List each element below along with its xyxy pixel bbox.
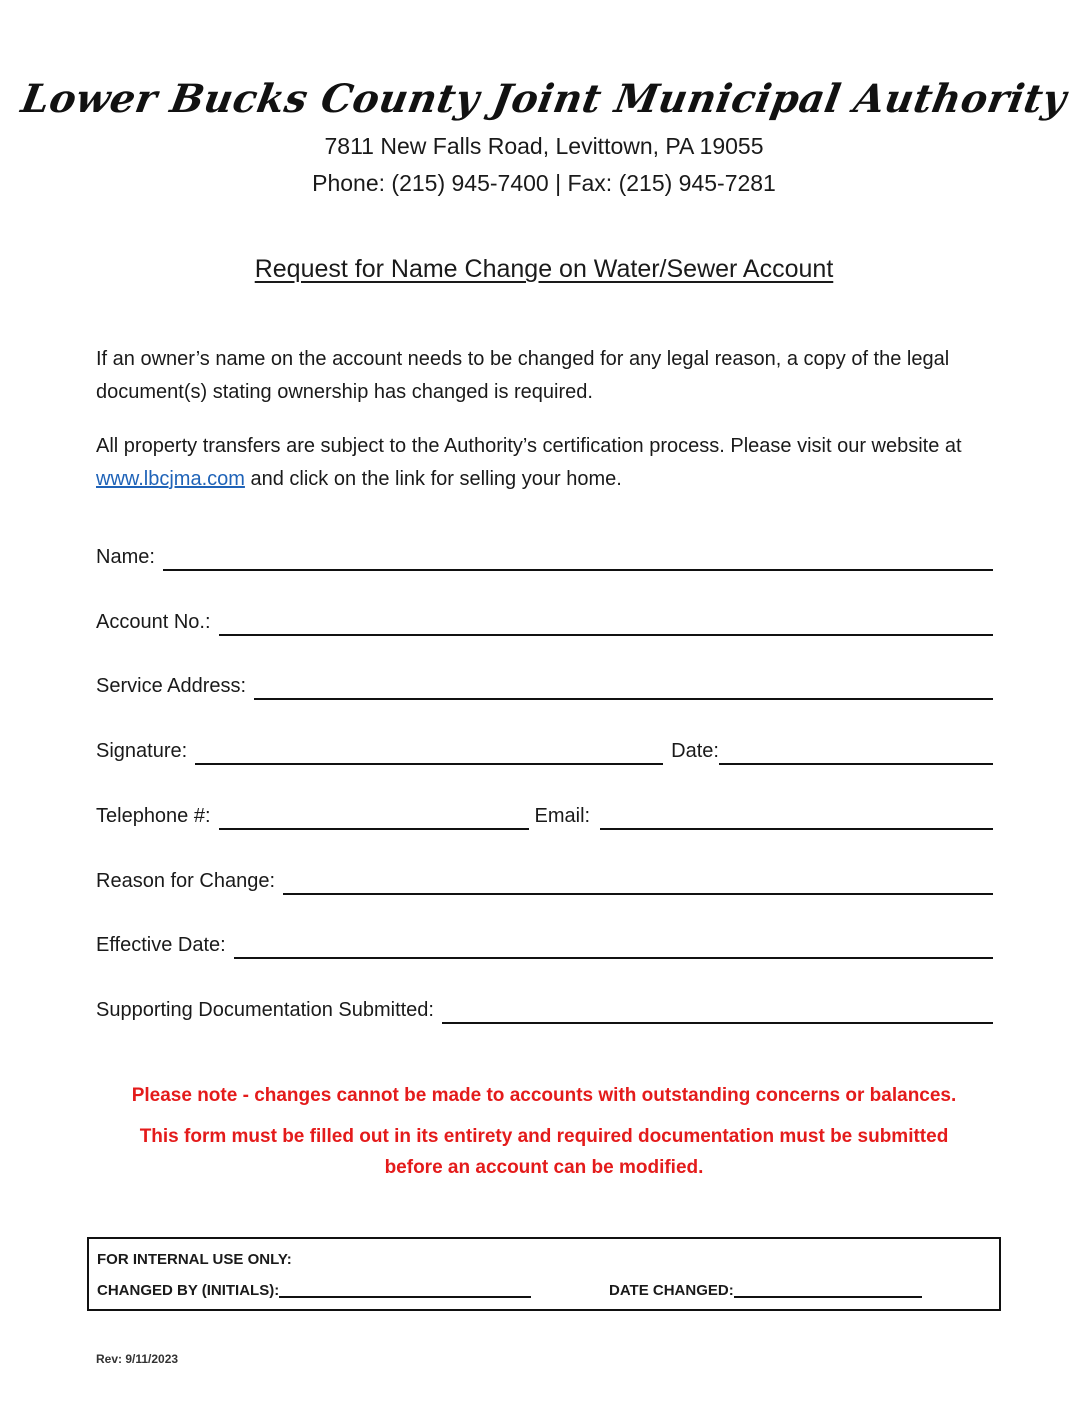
reason-field[interactable] <box>283 893 993 895</box>
notice-complete-form-line1: This form must be filled out in its entirety and required documentation must be submitted <box>139 1126 949 1147</box>
name-field-row <box>96 540 993 572</box>
name-field[interactable] <box>163 569 993 571</box>
date-label: Date: <box>671 740 719 762</box>
letterhead <box>0 70 1088 202</box>
service-address-field-row <box>96 669 993 701</box>
email-label: Email: <box>534 805 591 827</box>
intro-paragraph-legal: If an owner’s name on the account needs to be changed for any legal reason, a copy of the legal document(s) stating ownership has changed is required. <box>96 348 950 403</box>
date-field[interactable] <box>719 763 993 765</box>
telephone-label: Telephone #: <box>96 805 211 827</box>
organization-contact: Phone: (215) 945-7400 | Fax: (215) 945-7281 <box>312 170 776 196</box>
signature-date-field-row <box>96 734 993 766</box>
notice-complete-form-line2: before an account can be modified. <box>384 1157 704 1178</box>
supporting-docs-label: Supporting Documentation Submitted: <box>96 999 434 1021</box>
internal-use-box <box>87 1237 1001 1311</box>
email-field[interactable] <box>600 828 993 830</box>
telephone-email-field-row <box>96 799 993 831</box>
account-no-label: Account No.: <box>96 611 211 633</box>
telephone-field[interactable] <box>219 828 529 830</box>
account-no-field-row <box>96 605 993 637</box>
intro-text-before-link: All property transfers are subject to the Authority’s certification process. Please visit our website at <box>96 435 962 457</box>
effective-date-field-row <box>96 928 993 960</box>
changed-by-label: CHANGED BY (INITIALS): <box>97 1282 280 1299</box>
organization-address: 7811 New Falls Road, Levittown, PA 19055 <box>324 133 764 159</box>
name-label: Name: <box>96 546 155 568</box>
effective-date-label: Effective Date: <box>96 934 226 956</box>
form-title <box>0 252 1088 286</box>
service-address-label: Service Address: <box>96 675 247 697</box>
reason-label: Reason for Change: <box>96 870 276 892</box>
intro-paragraph-certification <box>96 430 996 496</box>
organization-name: Lower Bucks County Joint Municipal Authority <box>17 76 1071 122</box>
notice-outstanding-balances: Please note - changes cannot be made to accounts with outstanding concerns or balances. <box>131 1085 957 1106</box>
account-no-field[interactable] <box>219 634 993 636</box>
signature-field[interactable] <box>195 763 663 765</box>
signature-label: Signature: <box>96 740 188 762</box>
form-title-text: Request for Name Change on Water/Sewer Account <box>254 255 834 283</box>
date-changed-field[interactable] <box>734 1296 922 1298</box>
supporting-docs-field-row <box>96 993 993 1025</box>
internal-use-title: FOR INTERNAL USE ONLY: <box>97 1251 292 1268</box>
effective-date-field[interactable] <box>234 957 993 959</box>
supporting-docs-field[interactable] <box>442 1022 993 1024</box>
date-changed-label: DATE CHANGED: <box>609 1282 734 1299</box>
revision-date: Rev: 9/11/2023 <box>96 1352 179 1366</box>
website-link[interactable]: www.lbcjma.com <box>96 468 245 490</box>
date-changed-row <box>609 1277 922 1299</box>
service-address-field[interactable] <box>254 698 993 700</box>
changed-by-field[interactable] <box>279 1296 531 1298</box>
intro-text-after-link: and click on the link for selling your home. <box>244 468 622 490</box>
changed-by-row <box>97 1277 531 1299</box>
reason-field-row <box>96 864 993 896</box>
